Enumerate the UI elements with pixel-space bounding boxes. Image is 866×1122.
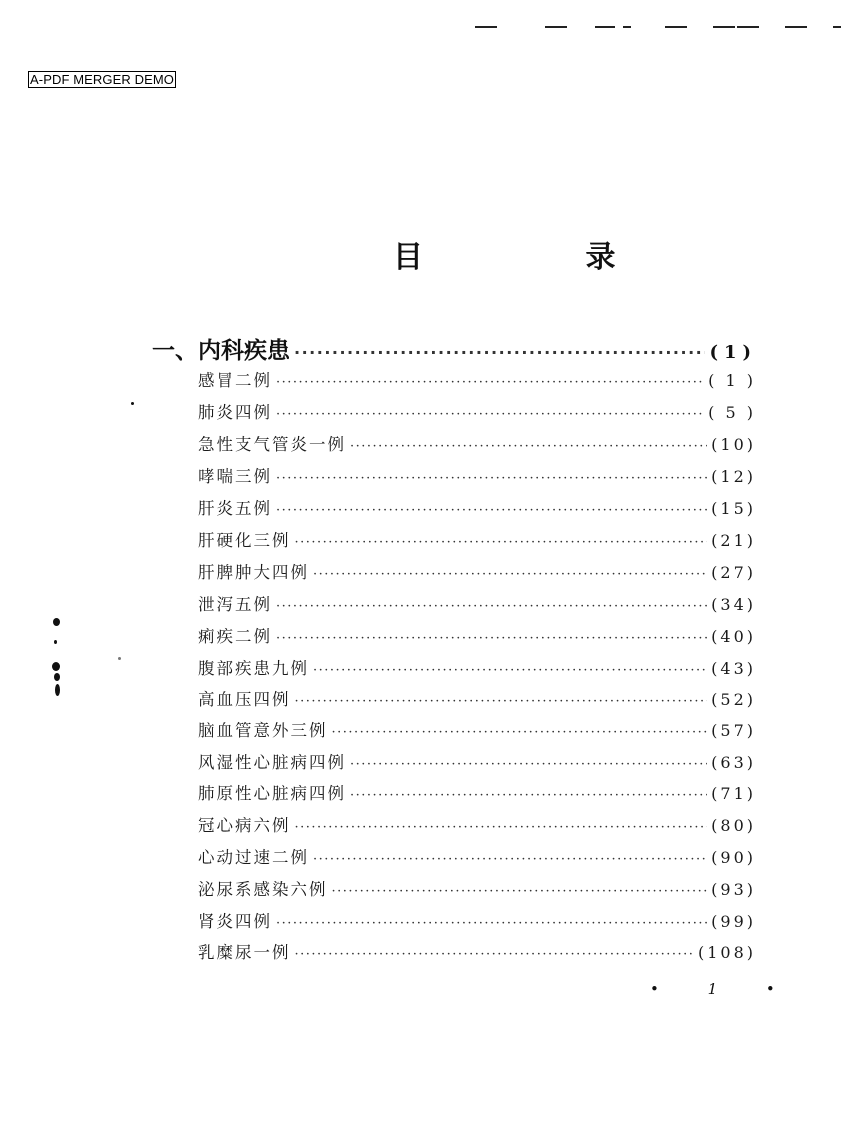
toc-entry[interactable] <box>198 527 756 553</box>
toc-entry-label: 感冒二例 <box>198 371 272 390</box>
toc-entry[interactable] <box>198 655 756 681</box>
dot-leader <box>276 503 707 518</box>
toc-entry[interactable] <box>198 463 756 489</box>
toc-entry-page: (12) <box>711 467 756 486</box>
dot-leader <box>350 788 707 803</box>
scan-dash-marks <box>475 26 845 32</box>
toc-entry-label: 痢疾二例 <box>198 627 272 646</box>
scan-speck <box>53 618 60 626</box>
dot-leader <box>332 884 708 899</box>
dot-leader <box>276 471 707 486</box>
scan-speck <box>54 640 57 644</box>
toc-entry[interactable] <box>198 844 756 870</box>
toc-entry-page: (21) <box>711 531 756 550</box>
toc-entry-label: 腹部疾患九例 <box>198 659 309 678</box>
toc-entry-page: (52) <box>711 690 756 709</box>
toc-entry-label: 泄泻五例 <box>198 595 272 614</box>
toc-entry-page: (99) <box>711 912 756 931</box>
section-label: 一、内科疾患 <box>152 338 290 364</box>
toc-entry[interactable] <box>198 431 756 457</box>
dot-leader <box>276 916 707 931</box>
toc-entry-page: (43) <box>711 659 756 678</box>
toc-entry[interactable] <box>198 939 756 965</box>
toc-entry-label: 高血压四例 <box>198 690 291 709</box>
toc-entry-label: 冠心病六例 <box>198 816 291 835</box>
toc-entry[interactable] <box>198 399 756 425</box>
toc-entry[interactable] <box>198 876 756 902</box>
footer-page-number: • 1 • <box>650 980 797 998</box>
toc-entry[interactable] <box>198 495 756 521</box>
dot-leader <box>332 725 708 740</box>
toc-entry-page: (27) <box>711 563 756 582</box>
dot-leader <box>295 535 708 550</box>
scan-speck <box>54 673 60 681</box>
scan-speck <box>131 402 134 405</box>
toc-entry-label: 肾炎四例 <box>198 912 272 931</box>
dot-leader <box>295 947 694 962</box>
toc-entry-label: 心动过速二例 <box>198 848 309 867</box>
toc-entry-page: (108) <box>697 943 756 962</box>
dot-leader <box>313 567 707 582</box>
toc-entry-page: (57) <box>711 721 756 740</box>
toc-entry-page: ( 5 ) <box>708 403 756 422</box>
dot-leader <box>295 694 708 709</box>
dot-leader <box>350 757 707 772</box>
toc-entry[interactable] <box>198 623 756 649</box>
toc-entry[interactable] <box>198 717 756 743</box>
dot-leader <box>313 852 707 867</box>
toc-entry-label: 肺炎四例 <box>198 403 272 422</box>
toc-entry-page: (90) <box>711 848 756 867</box>
toc-entry-page: (93) <box>711 880 756 899</box>
toc-entry-page: (34) <box>711 595 756 614</box>
toc-entry[interactable] <box>198 367 756 393</box>
dot-leader <box>350 439 707 454</box>
toc-entry-label: 乳糜尿一例 <box>198 943 291 962</box>
toc-entry-page: (40) <box>711 627 756 646</box>
page-title: 目 录 <box>393 240 692 275</box>
toc-entry-label: 肺原性心脏病四例 <box>198 784 346 803</box>
toc-entry-label: 急性支气管炎一例 <box>198 435 346 454</box>
toc-entry[interactable] <box>198 749 756 775</box>
dot-leader <box>276 407 704 422</box>
toc-entry-label: 肝硬化三例 <box>198 531 291 550</box>
watermark-label: A-PDF MERGER DEMO <box>30 72 174 87</box>
toc-entry-label: 脑血管意外三例 <box>198 721 328 740</box>
toc-entry-label: 泌尿系感染六例 <box>198 880 328 899</box>
toc-entry[interactable] <box>198 780 756 806</box>
toc-entry-label: 肝脾肿大四例 <box>198 563 309 582</box>
scan-speck <box>52 662 60 671</box>
toc-entry[interactable] <box>198 559 756 585</box>
toc-section-internal-medicine[interactable] <box>152 332 757 362</box>
toc-entry-page: ( 1 ) <box>708 371 756 390</box>
dot-leader <box>276 599 707 614</box>
toc-entry[interactable] <box>198 812 756 838</box>
toc-entry-page: (63) <box>711 753 756 772</box>
toc-entry-label: 哮喘三例 <box>198 467 272 486</box>
toc-entry-page: (71) <box>711 784 756 803</box>
toc-entry-page: (10) <box>711 435 756 454</box>
dot-leader <box>276 375 704 390</box>
section-page-number: (1) <box>709 342 757 363</box>
dot-leader <box>313 663 707 678</box>
scan-speck <box>55 684 60 696</box>
toc-entry-label: 风湿性心脏病四例 <box>198 753 346 772</box>
dot-leader <box>276 631 707 646</box>
toc-entry-label: 肝炎五例 <box>198 499 272 518</box>
toc-entry[interactable] <box>198 686 756 712</box>
toc-entry[interactable] <box>198 591 756 617</box>
toc-entry-page: (15) <box>711 499 756 518</box>
scan-speck <box>118 657 121 660</box>
toc-entry[interactable] <box>198 908 756 934</box>
dot-leader <box>294 343 705 362</box>
dot-leader <box>295 820 708 835</box>
toc-entry-page: (80) <box>711 816 756 835</box>
